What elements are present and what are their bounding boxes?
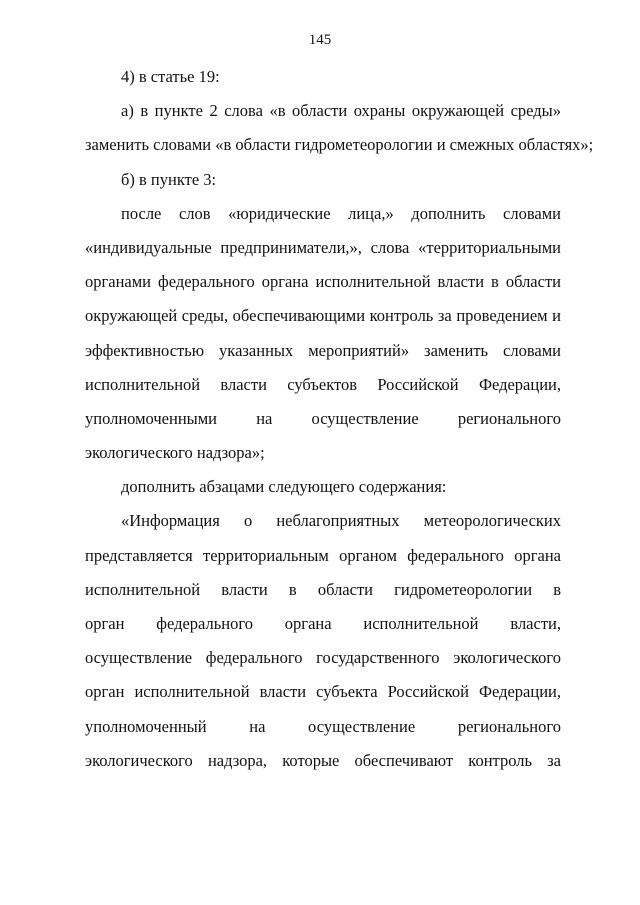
text-line: органами федерального органа исполнительной власти в области xyxy=(85,272,561,292)
text-line: б) в пункте 3: xyxy=(121,169,217,189)
text-line: экологического надзора»; xyxy=(85,443,265,463)
text-line: орган исполнительной власти субъекта Российской Федерации, xyxy=(85,682,561,702)
page-number: 145 xyxy=(308,32,332,48)
document-body xyxy=(85,60,594,778)
text-line: окружающей среды, обеспечивающими контроль за проведением и xyxy=(85,306,561,326)
text-line: осуществление федерального государственного экологического xyxy=(85,648,561,668)
text-line: дополнить абзацами следующего содержания: xyxy=(121,477,447,497)
text-line: уполномоченный на осуществление регионального xyxy=(85,716,561,736)
text-line: исполнительной власти субъектов Российской Федерации, xyxy=(85,374,561,394)
text-line: заменить словами «в области гидрометеорологии и смежных областях»; xyxy=(85,135,594,155)
text-line: «Информация о неблагоприятных метеорологических xyxy=(121,511,561,531)
text-line: исполнительной власти в области гидрометеорологии в xyxy=(85,579,561,599)
text-line: а) в пункте 2 слова «в области охраны окружающей среды» xyxy=(121,101,561,121)
text-line: после слов «юридические лица,» дополнить словами xyxy=(121,203,561,223)
text-line: 4) в статье 19: xyxy=(121,67,220,86)
text-line: уполномоченными на осуществление регионального xyxy=(85,408,561,428)
text-line: экологического надзора, которые обеспечивают контроль за xyxy=(85,750,561,770)
text-line: представляется территориальным органом федерального органа xyxy=(85,545,561,565)
text-line: «индивидуальные предприниматели,», слова «территориальными xyxy=(85,237,561,257)
text-line: эффективностью указанных мероприятий» заменить словами xyxy=(85,340,561,360)
text-line: орган федерального органа исполнительной власти, xyxy=(85,614,561,633)
